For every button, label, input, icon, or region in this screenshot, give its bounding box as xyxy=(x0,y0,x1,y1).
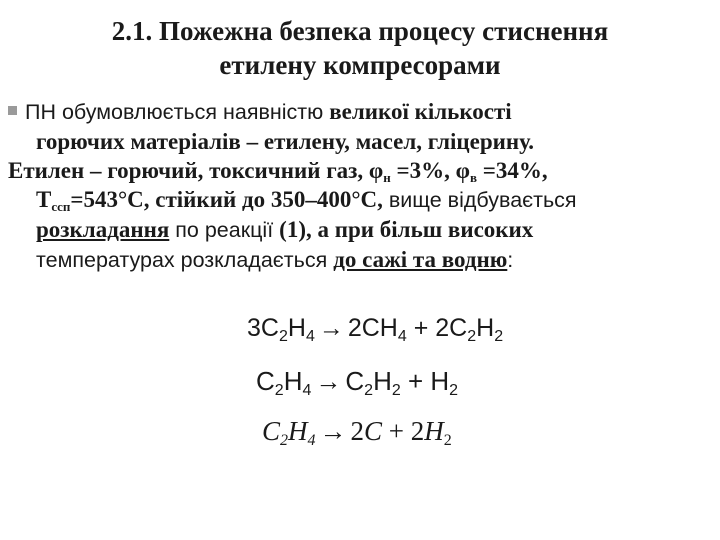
paragraph-2-line-4 xyxy=(8,245,713,275)
slide-title xyxy=(40,14,680,82)
p2-text-k: до сажі та водню xyxy=(333,247,508,272)
reaction-arrow-icon: → xyxy=(319,416,347,446)
equation-2: $C_2H_4 \to C_2H_2 + H_2$ xyxy=(256,366,459,399)
p2-sub-ssp: ссп xyxy=(51,199,71,214)
p2-text-a: Етилен – горючий, токсичний газ, φ xyxy=(8,158,384,183)
p2-text-f: вище відбувається xyxy=(382,188,577,212)
title-line-2: етилену компресорами xyxy=(219,50,501,80)
reaction-arrow-icon: → xyxy=(315,366,342,396)
p2-text-e: =543°С, стійкий до 350–400°С, xyxy=(70,187,383,212)
p2-text-h: по реакції xyxy=(169,218,280,242)
slide-body xyxy=(8,97,713,275)
paragraph-2-line-2 xyxy=(8,185,713,215)
paragraph-2-line-3 xyxy=(8,215,713,245)
p2-text-j: температурах розкладається xyxy=(36,248,334,272)
reaction-arrow-icon: → xyxy=(318,314,344,342)
title-line-1: 2.1. Пожежна безпека процесу стиснення xyxy=(111,16,609,46)
equation-1: $3C_2H_4 \to 2CH_4 + 2C_2H_2$ xyxy=(247,314,504,345)
p2-text-i: (1), а при більш високих xyxy=(279,217,534,242)
paragraph-1-line-2: горючих матеріалів – етилену, масел, гліцерину. xyxy=(36,129,535,154)
p2-text-d: Т xyxy=(36,187,52,212)
paragraph-1-line-1 xyxy=(8,97,713,127)
p2-sub-n: н xyxy=(383,170,391,185)
p2-text-l: : xyxy=(507,248,514,272)
p2-text-g: розкладання xyxy=(36,217,170,242)
p2-text-b: =3%, φ xyxy=(390,158,470,183)
p1-text-a: ПН обумовлюється наявністю xyxy=(25,100,330,124)
paragraph-2-line-1 xyxy=(8,156,713,185)
p2-text-c: =34%, xyxy=(477,158,548,183)
square-bullet-icon xyxy=(8,106,17,115)
p1-text-b: великої кількості xyxy=(329,99,512,124)
equation-3: $C_2H_4 \to 2C + 2H_2$ xyxy=(262,416,452,449)
p2-sub-v: в xyxy=(469,170,477,185)
